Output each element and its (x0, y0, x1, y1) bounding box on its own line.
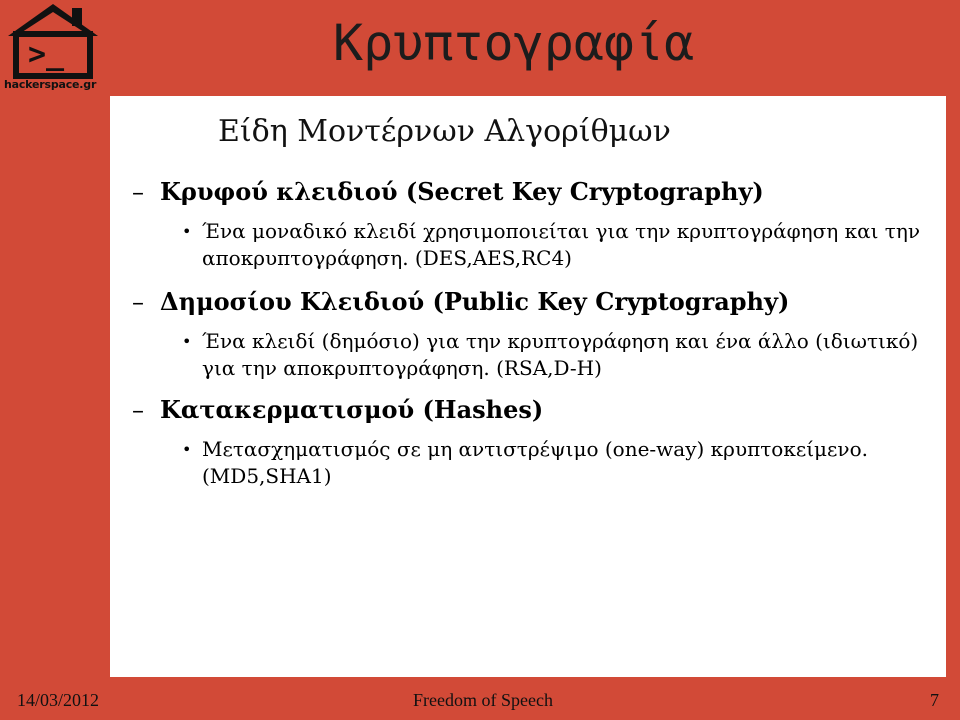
section-text: Μετασχηματισμός σε μη αντιστρέψιμο (one-way) κρυπτοκείμενο. (MD5,SHA1) (202, 437, 868, 488)
house-icon (0, 0, 110, 80)
section-hashes (132, 396, 922, 490)
logo-prompt: >_ (28, 37, 65, 72)
dash-marker: – (132, 288, 144, 316)
footer-date: 14/03/2012 (17, 690, 100, 710)
bullet-marker: • (182, 332, 192, 351)
footer-title: Freedom of Speech (413, 690, 553, 710)
dash-marker: – (132, 178, 144, 206)
dash-marker: – (132, 396, 144, 424)
slide-title: Κρυπτογραφία (333, 14, 695, 72)
section-secret-key (132, 178, 922, 272)
bullet-marker: • (182, 222, 192, 241)
section-text: Ένα κλειδί (δημόσιο) για την κρυπτογράφηση και ένα άλλο (ιδιωτικό) για την αποκρυπτογράφηση. (RSA,D-H) (202, 329, 919, 380)
bullet-marker: • (182, 440, 192, 459)
content-panel (110, 96, 946, 677)
section-text: Ένα μοναδικό κλειδί χρησιμοποιείται για την κρυπτογράφηση και την αποκρυπτογράφηση. (DES,AES,RC4) (202, 219, 921, 270)
section-heading: Κατακερματισμού (Hashes) (160, 395, 544, 424)
section-public-key (132, 288, 922, 382)
hackerspace-logo (0, 0, 110, 98)
logo-text: hackerspace.gr (4, 78, 97, 91)
slide-footer (0, 686, 960, 720)
page-number: 7 (930, 690, 939, 710)
section-heading: Δημοσίου Κλειδιού (Public Key Cryptography) (160, 287, 790, 316)
slide-subtitle: Είδη Μοντέρνων Αλγορίθμων (218, 114, 671, 149)
section-heading: Κρυφού κλειδιού (Secret Key Cryptography) (160, 177, 764, 206)
